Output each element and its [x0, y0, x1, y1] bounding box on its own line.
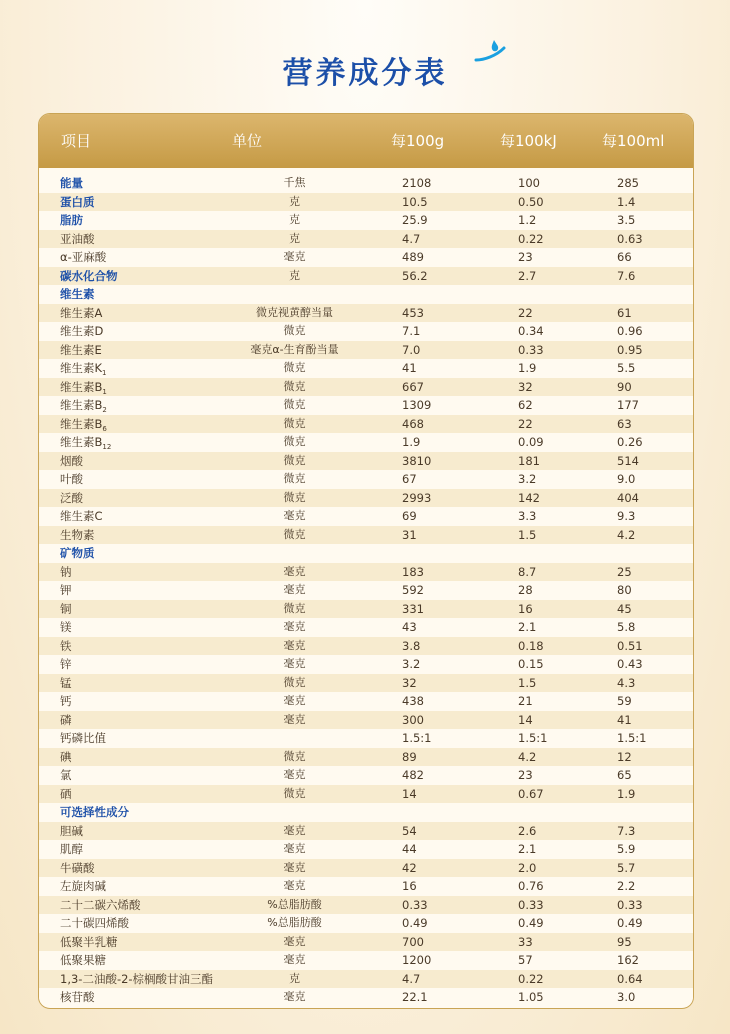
table-row — [39, 877, 693, 896]
table-row — [39, 267, 693, 286]
nutrient-name: 蛋白质 — [60, 194, 95, 209]
per100kj-cell: 2.1 — [518, 842, 537, 856]
per100ml-cell: 514 — [617, 453, 639, 468]
nutrient-name: 碳水化合物 — [60, 268, 118, 283]
unit-cell: 克 — [289, 971, 300, 985]
table-row — [39, 193, 693, 212]
table-row — [39, 600, 693, 619]
per100kj-cell: 1.5:1 — [518, 731, 548, 745]
per100kj-cell: 1.9 — [518, 361, 537, 375]
per100kj-cell: 1.5 — [518, 675, 537, 690]
header-per100kj: 每100kJ — [500, 132, 557, 150]
table-row — [39, 489, 693, 508]
per100g-cell: 44 — [402, 842, 417, 856]
nutrient-name: 烟酸 — [60, 453, 83, 468]
per100g-cell: 2993 — [402, 490, 432, 505]
per100kj-cell: 3.2 — [518, 472, 537, 486]
header-unit: 单位 — [232, 132, 263, 150]
per100g-cell: 22.1 — [402, 990, 428, 1004]
per100kj-cell: 3.3 — [518, 509, 537, 523]
table-row — [39, 840, 693, 859]
subscript: 1 — [102, 369, 107, 377]
per100g-cell: 489 — [402, 250, 424, 264]
per100g-cell: 42 — [402, 860, 417, 875]
per100kj-cell: 14 — [518, 712, 533, 727]
per100ml-cell: 5.5 — [617, 361, 636, 375]
subscript: 6 — [102, 424, 107, 433]
table-row — [39, 674, 693, 693]
subscript: 12 — [102, 443, 112, 451]
per100ml-cell: 65 — [617, 768, 632, 782]
per100g-cell: 89 — [402, 749, 417, 764]
per100kj-cell: 181 — [518, 453, 540, 468]
per100kj-cell: 62 — [518, 398, 533, 412]
nutrient-name: 低聚半乳糖 — [60, 934, 118, 949]
table-row — [39, 304, 693, 323]
unit-cell: %总脂肪酸 — [267, 916, 322, 929]
unit-cell: 微克 — [283, 435, 306, 448]
unit-cell: 克 — [289, 194, 300, 208]
per100ml-cell: 66 — [617, 250, 632, 264]
per100kj-cell: 2.0 — [518, 860, 537, 875]
unit-cell: 毫克 — [283, 842, 306, 855]
nutrient-name: 能量 — [60, 176, 83, 190]
unit-cell: 克 — [289, 268, 300, 282]
per100ml-cell: 7.3 — [617, 823, 636, 838]
unit-cell: 毫克 — [283, 509, 306, 522]
per100g-cell: 32 — [402, 675, 417, 690]
per100g-cell: 41 — [402, 361, 417, 375]
table-row — [39, 341, 693, 360]
table-row — [39, 470, 693, 489]
unit-cell: 微克 — [283, 601, 306, 615]
per100g-cell: 67 — [402, 472, 417, 486]
per100ml-cell: 1.4 — [617, 194, 636, 209]
unit-cell: 微克 — [283, 786, 306, 800]
page-title: 营养成分表 — [282, 56, 448, 91]
per100g-cell: 10.5 — [402, 194, 428, 209]
per100ml-cell: 45 — [617, 601, 632, 616]
table-header — [39, 114, 693, 168]
per100g-cell: 1309 — [402, 398, 432, 412]
table-row — [39, 637, 693, 656]
per100ml-cell: 162 — [617, 953, 639, 967]
table-row — [39, 914, 693, 933]
nutrient-name: 维生素A — [60, 305, 103, 320]
table-row — [39, 452, 693, 471]
nutrient-name: 矿物质 — [60, 546, 95, 560]
per100g-cell: 31 — [402, 527, 417, 542]
nutrition-table — [38, 113, 694, 1009]
table-row — [39, 766, 693, 785]
unit-cell: 毫克 — [283, 657, 306, 670]
unit-cell: 毫克α-生育酚当量 — [250, 342, 339, 356]
unit-cell: 千焦 — [283, 176, 306, 189]
per100ml-cell: 1.9 — [617, 786, 636, 801]
nutrient-name: 1,3-二油酸-2-棕榈酸甘油三酯 — [60, 971, 214, 986]
table-row — [39, 248, 693, 267]
nutrient-name: 维生素D — [60, 324, 104, 338]
per100g-cell: 16 — [402, 879, 417, 893]
table-row — [39, 359, 693, 378]
per100ml-cell: 9.0 — [617, 472, 636, 486]
unit-cell: 克 — [289, 231, 300, 245]
table-body — [39, 174, 693, 1007]
nutrient-name: 维生素$B_6$ — [60, 416, 107, 433]
nutrient-name: 磷 — [60, 712, 72, 727]
table-row — [39, 433, 693, 452]
nutrient-name: 硒 — [60, 786, 72, 801]
unit-cell: 微克 — [283, 324, 306, 337]
per100ml-cell: 25 — [617, 564, 632, 579]
header-per100g: 每100g — [391, 132, 445, 150]
per100ml-cell: 90 — [617, 379, 632, 394]
table-row — [39, 396, 693, 415]
table-row — [39, 581, 693, 600]
per100g-cell: 4.7 — [402, 231, 421, 246]
per100ml-cell: 0.33 — [617, 897, 643, 912]
header-per100ml: 每100ml — [602, 132, 665, 150]
per100kj-cell: 0.15 — [518, 657, 544, 671]
unit-cell: 毫克 — [283, 990, 306, 1003]
nutrient-name: 胆碱 — [60, 823, 83, 838]
subscript: 1 — [102, 387, 107, 396]
table-row — [39, 563, 693, 582]
nutrient-name: 维生素 — [60, 287, 95, 301]
table-row — [39, 544, 693, 563]
per100kj-cell: 22 — [518, 416, 533, 431]
per100g-cell: 7.1 — [402, 324, 421, 338]
per100kj-cell: 0.33 — [518, 342, 544, 357]
nutrient-name: 泛酸 — [60, 490, 83, 505]
per100g-cell: 25.9 — [402, 213, 428, 227]
per100kj-cell: 2.1 — [518, 620, 537, 634]
per100kj-cell: 21 — [518, 694, 533, 708]
unit-cell: 微克 — [283, 675, 306, 689]
nutrient-name: 钾 — [60, 583, 72, 597]
per100ml-cell: 0.26 — [617, 435, 643, 449]
per100g-cell: 700 — [402, 934, 424, 949]
per100kj-cell: 2.7 — [518, 268, 537, 283]
per100ml-cell: 63 — [617, 416, 632, 431]
unit-cell: 毫克 — [283, 768, 306, 781]
unit-cell: 毫克 — [283, 879, 306, 892]
per100ml-cell: 285 — [617, 176, 639, 190]
per100kj-cell: 0.49 — [518, 916, 544, 930]
per100ml-cell: 3.5 — [617, 213, 636, 227]
table-row — [39, 803, 693, 822]
per100ml-cell: 12 — [617, 749, 632, 764]
nutrient-name: 二十碳四烯酸 — [60, 916, 129, 930]
nutrient-name: 维生素$B_2$ — [60, 398, 107, 414]
nutrient-name: 可选择性成分 — [60, 805, 129, 819]
per100g-cell: 1200 — [402, 953, 432, 967]
per100ml-cell: 177 — [617, 398, 639, 412]
unit-cell: 微克 — [283, 379, 306, 393]
nutrient-name: 锌 — [60, 657, 72, 671]
table-row — [39, 933, 693, 952]
per100kj-cell: 16 — [518, 601, 533, 616]
per100kj-cell: 32 — [518, 379, 533, 394]
unit-cell: 毫克 — [283, 860, 306, 874]
table-row — [39, 748, 693, 767]
per100g-cell: 4.7 — [402, 971, 421, 986]
per100kj-cell: 22 — [518, 305, 533, 320]
per100g-cell: 3.2 — [402, 657, 421, 671]
nutrient-name: 镁 — [60, 620, 72, 634]
table-row — [39, 729, 693, 748]
per100kj-cell: 0.67 — [518, 786, 544, 801]
per100ml-cell: 61 — [617, 305, 632, 320]
table-row — [39, 322, 693, 341]
per100kj-cell: 28 — [518, 583, 533, 597]
unit-cell: 微克 — [283, 472, 306, 485]
per100ml-cell: 0.95 — [617, 342, 643, 357]
per100g-cell: 438 — [402, 694, 424, 708]
table-row — [39, 822, 693, 841]
table-row — [39, 711, 693, 730]
nutrient-name: 铁 — [60, 638, 72, 653]
unit-cell: 微克 — [283, 416, 306, 430]
per100ml-cell: 4.2 — [617, 527, 636, 542]
per100kj-cell: 0.50 — [518, 194, 544, 209]
per100kj-cell: 0.22 — [518, 971, 544, 986]
per100kj-cell: 1.2 — [518, 213, 537, 227]
table-row — [39, 988, 693, 1007]
unit-cell: 毫克 — [283, 934, 306, 948]
table-row — [39, 618, 693, 637]
per100kj-cell: 0.22 — [518, 231, 544, 246]
table-row — [39, 970, 693, 989]
per100kj-cell: 142 — [518, 490, 540, 505]
nutrient-name: 核苷酸 — [60, 990, 95, 1004]
per100kj-cell: 57 — [518, 953, 533, 967]
per100g-cell: 3810 — [402, 453, 432, 468]
nutrient-name: 左旋肉碱 — [60, 879, 106, 893]
table-row — [39, 526, 693, 545]
table-row — [39, 507, 693, 526]
per100g-cell: 2108 — [402, 176, 432, 190]
nutrient-name: α-亚麻酸 — [60, 250, 107, 264]
per100g-cell: 69 — [402, 509, 417, 523]
per100g-cell: 14 — [402, 786, 417, 801]
unit-cell: 毫克 — [283, 620, 306, 633]
per100ml-cell: 4.3 — [617, 675, 636, 690]
per100g-cell: 54 — [402, 823, 417, 838]
per100g-cell: 3.8 — [402, 638, 421, 653]
nutrient-name: 生物素 — [60, 527, 95, 542]
header-item: 项目 — [61, 132, 92, 150]
per100ml-cell: 0.64 — [617, 971, 643, 986]
unit-cell: 毫克 — [283, 564, 306, 578]
per100ml-cell: 80 — [617, 583, 632, 597]
table-row — [39, 859, 693, 878]
per100g-cell: 468 — [402, 416, 424, 431]
nutrient-name: 维生素$B_1$ — [60, 379, 107, 396]
per100g-cell: 331 — [402, 601, 424, 616]
per100g-cell: 0.33 — [402, 897, 428, 912]
unit-cell: 微克视黄醇当量 — [256, 305, 333, 319]
per100kj-cell: 0.34 — [518, 324, 544, 338]
nutrient-name: 钙 — [60, 694, 72, 708]
per100g-cell: 1.9 — [402, 435, 421, 449]
per100ml-cell: 2.2 — [617, 879, 636, 893]
per100kj-cell: 8.7 — [518, 564, 537, 579]
per100ml-cell: 59 — [617, 694, 632, 708]
per100kj-cell: 0.09 — [518, 435, 544, 449]
per100g-cell: 482 — [402, 768, 424, 782]
per100g-cell: 183 — [402, 564, 424, 579]
unit-cell: %总脂肪酸 — [267, 897, 322, 911]
table-row — [39, 211, 693, 230]
unit-cell: 微克 — [283, 749, 306, 763]
per100ml-cell: 0.43 — [617, 657, 643, 671]
table-row — [39, 951, 693, 970]
nutrient-name: 维生素$B_{12}$ — [60, 435, 112, 451]
unit-cell: 微克 — [283, 361, 306, 374]
nutrient-name: 钠 — [60, 564, 72, 579]
nutrient-name: 肌醇 — [60, 842, 83, 856]
per100kj-cell: 1.5 — [518, 527, 537, 542]
nutrient-name: 氯 — [60, 768, 72, 782]
per100ml-cell: 0.49 — [617, 916, 643, 930]
per100ml-cell: 5.9 — [617, 842, 636, 856]
nutrient-name: 二十二碳六烯酸 — [60, 897, 141, 912]
per100kj-cell: 1.05 — [518, 990, 544, 1004]
table-row — [39, 655, 693, 674]
nutrient-name: 牛磺酸 — [60, 860, 95, 875]
unit-cell: 毫克 — [283, 953, 306, 966]
per100ml-cell: 404 — [617, 490, 639, 505]
nutrient-name: 维生素E — [60, 342, 102, 357]
per100ml-cell: 9.3 — [617, 509, 636, 523]
nutrient-name: 锰 — [60, 675, 72, 690]
unit-cell: 微克 — [283, 398, 306, 411]
nutrient-name: 铜 — [60, 601, 72, 616]
per100g-cell: 43 — [402, 620, 417, 634]
per100kj-cell: 0.18 — [518, 638, 544, 653]
table-row — [39, 285, 693, 304]
per100g-cell: 453 — [402, 305, 424, 320]
per100ml-cell: 5.7 — [617, 860, 636, 875]
unit-cell: 毫克 — [283, 638, 306, 652]
per100kj-cell: 33 — [518, 934, 533, 949]
nutrient-name: 维生素$K_1$ — [60, 361, 107, 377]
per100g-cell: 56.2 — [402, 268, 428, 283]
per100kj-cell: 4.2 — [518, 749, 537, 764]
per100kj-cell: 0.33 — [518, 897, 544, 912]
per100ml-cell: 0.96 — [617, 324, 643, 338]
nutrient-name: 低聚果糖 — [60, 953, 106, 967]
unit-cell: 微克 — [283, 527, 306, 541]
per100ml-cell: 0.63 — [617, 231, 643, 246]
nutrient-name: 钙磷比值 — [60, 731, 106, 745]
unit-cell: 毫克 — [283, 712, 306, 726]
nutrient-name: 亚油酸 — [60, 231, 95, 246]
per100g-cell: 667 — [402, 379, 424, 394]
nutrient-name: 叶酸 — [60, 472, 83, 486]
table-row — [39, 896, 693, 915]
per100kj-cell: 23 — [518, 768, 533, 782]
unit-cell: 微克 — [283, 490, 306, 504]
unit-cell: 毫克 — [283, 250, 306, 263]
per100ml-cell: 95 — [617, 934, 632, 949]
subscript: 2 — [102, 406, 107, 414]
per100kj-cell: 100 — [518, 176, 540, 190]
per100ml-cell: 41 — [617, 712, 632, 727]
unit-cell: 克 — [289, 213, 300, 226]
per100g-cell: 7.0 — [402, 342, 421, 357]
per100kj-cell: 23 — [518, 250, 533, 264]
table-row — [39, 785, 693, 804]
per100g-cell: 0.49 — [402, 916, 428, 930]
per100ml-cell: 7.6 — [617, 268, 636, 283]
unit-cell: 毫克 — [283, 583, 306, 596]
per100g-cell: 300 — [402, 712, 424, 727]
table-row — [39, 692, 693, 711]
per100ml-cell: 1.5:1 — [617, 731, 647, 745]
per100ml-cell: 3.0 — [617, 990, 636, 1004]
splash-drop-icon — [472, 36, 506, 64]
table-row — [39, 415, 693, 434]
nutrient-name: 碘 — [60, 749, 72, 764]
unit-cell: 微克 — [283, 453, 306, 467]
nutrient-name: 维生素C — [60, 509, 103, 523]
per100kj-cell: 0.76 — [518, 879, 544, 893]
per100ml-cell: 0.51 — [617, 638, 643, 653]
unit-cell: 毫克 — [283, 823, 306, 837]
per100g-cell: 592 — [402, 583, 424, 597]
table-row — [39, 378, 693, 397]
unit-cell: 毫克 — [283, 694, 306, 707]
nutrient-name: 脂肪 — [60, 213, 83, 227]
table-row — [39, 174, 693, 193]
per100ml-cell: 5.8 — [617, 620, 636, 634]
table-row — [39, 230, 693, 249]
per100kj-cell: 2.6 — [518, 823, 537, 838]
per100g-cell: 1.5:1 — [402, 731, 432, 745]
